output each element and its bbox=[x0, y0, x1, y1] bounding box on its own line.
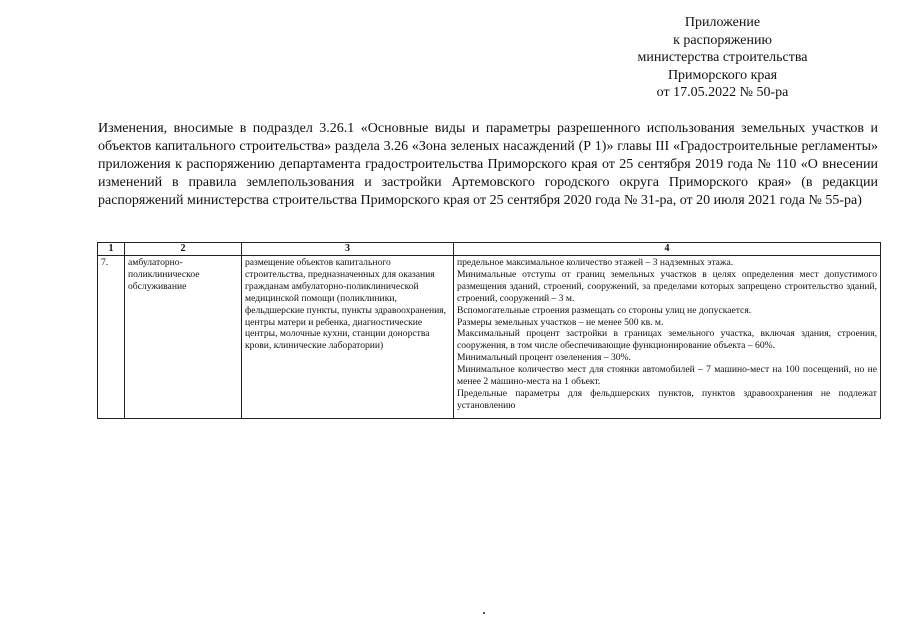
table-header-row bbox=[98, 243, 881, 256]
document-heading bbox=[98, 120, 878, 210]
parameter-line: предельное максимальное количество этажей – 3 надземных этажа. bbox=[457, 257, 734, 268]
appendix-line: министерства строительства bbox=[637, 50, 808, 65]
column-header: 1 bbox=[98, 243, 125, 256]
appendix-line: от 17.05.2022 № 50-ра bbox=[656, 85, 789, 100]
appendix-line: к распоряжению bbox=[673, 32, 772, 48]
parameter-line: Максимальный процент застройки в границах земельного участка, включая здания, строения, сооружения, в том числе обеспечивающие функционирование объекта – 60%. bbox=[457, 328, 877, 352]
heading-text: Изменения, вносимые в подраздел 3.26.1 «Основные виды и параметры разрешенного использования земельных участков и объектов капитального строительства» раздела 3.26 «Зона зеленых насаждений (Р 1)» главы III «Градостроительные регламенты» приложения к распоряжению департамента градостроительства Приморского края от 25 сентября 2019 года № 110 «О внесении изменений в правила землепользования и застройки Артемовского городского округа Приморского края» (в редакции распоряжений министерства строительства Приморского края от 25 сентября 2020 года № 31-ра, от 20 июля 2021 года № 55-ра) bbox=[98, 121, 878, 208]
scan-speck bbox=[483, 612, 485, 614]
appendix-header bbox=[600, 14, 845, 102]
parameters-cell bbox=[454, 256, 881, 419]
use-type-cell: амбулаторно-поликлиническое обслуживание bbox=[125, 256, 242, 419]
table-row bbox=[98, 256, 881, 419]
row-number-cell: 7. bbox=[98, 256, 125, 419]
parameter-line: Минимальные отступы от границ земельных участков в целях определения мест допустимого размещения зданий, строений, сооружений, за пределами которых запрещено строительство зданий, строений, сооружений – 3 м. bbox=[457, 268, 877, 304]
parameter-line: Минимальное количество мест для стоянки автомобилей – 7 машино-мест на 100 посещений, но не менее 2 машино-места на 1 объект. bbox=[457, 364, 877, 388]
use-description-cell: размещение объектов капитального строительства, предназначенных для оказания гражданам амбулаторно-поликлинической медицинской помощи (поликлиники, фельдшерские пункты, пункты здравоохранения, центры матери и ребенка, диагностические центры, молочные кухни, станции донорства крови, клинические лаборатории) bbox=[242, 256, 454, 419]
parameter-line: Вспомогательные строения размещать со стороны улиц не допускается. bbox=[457, 304, 752, 316]
parameter-line: Предельные параметры для фельдшерских пунктов, пунктов здравоохранения не подлежат установлению bbox=[457, 387, 877, 411]
parameter-line: Размеры земельных участков – не менее 500 кв. м. bbox=[457, 316, 664, 328]
regulations-table bbox=[97, 242, 881, 419]
appendix-line: Приморского края bbox=[667, 67, 778, 83]
column-header: 2 bbox=[125, 243, 242, 256]
column-header: 3 bbox=[242, 243, 454, 256]
appendix-line: Приложение bbox=[684, 15, 761, 30]
column-header: 4 bbox=[454, 243, 881, 256]
parameter-line: Минимальный процент озеленения – 30%. bbox=[457, 352, 631, 364]
